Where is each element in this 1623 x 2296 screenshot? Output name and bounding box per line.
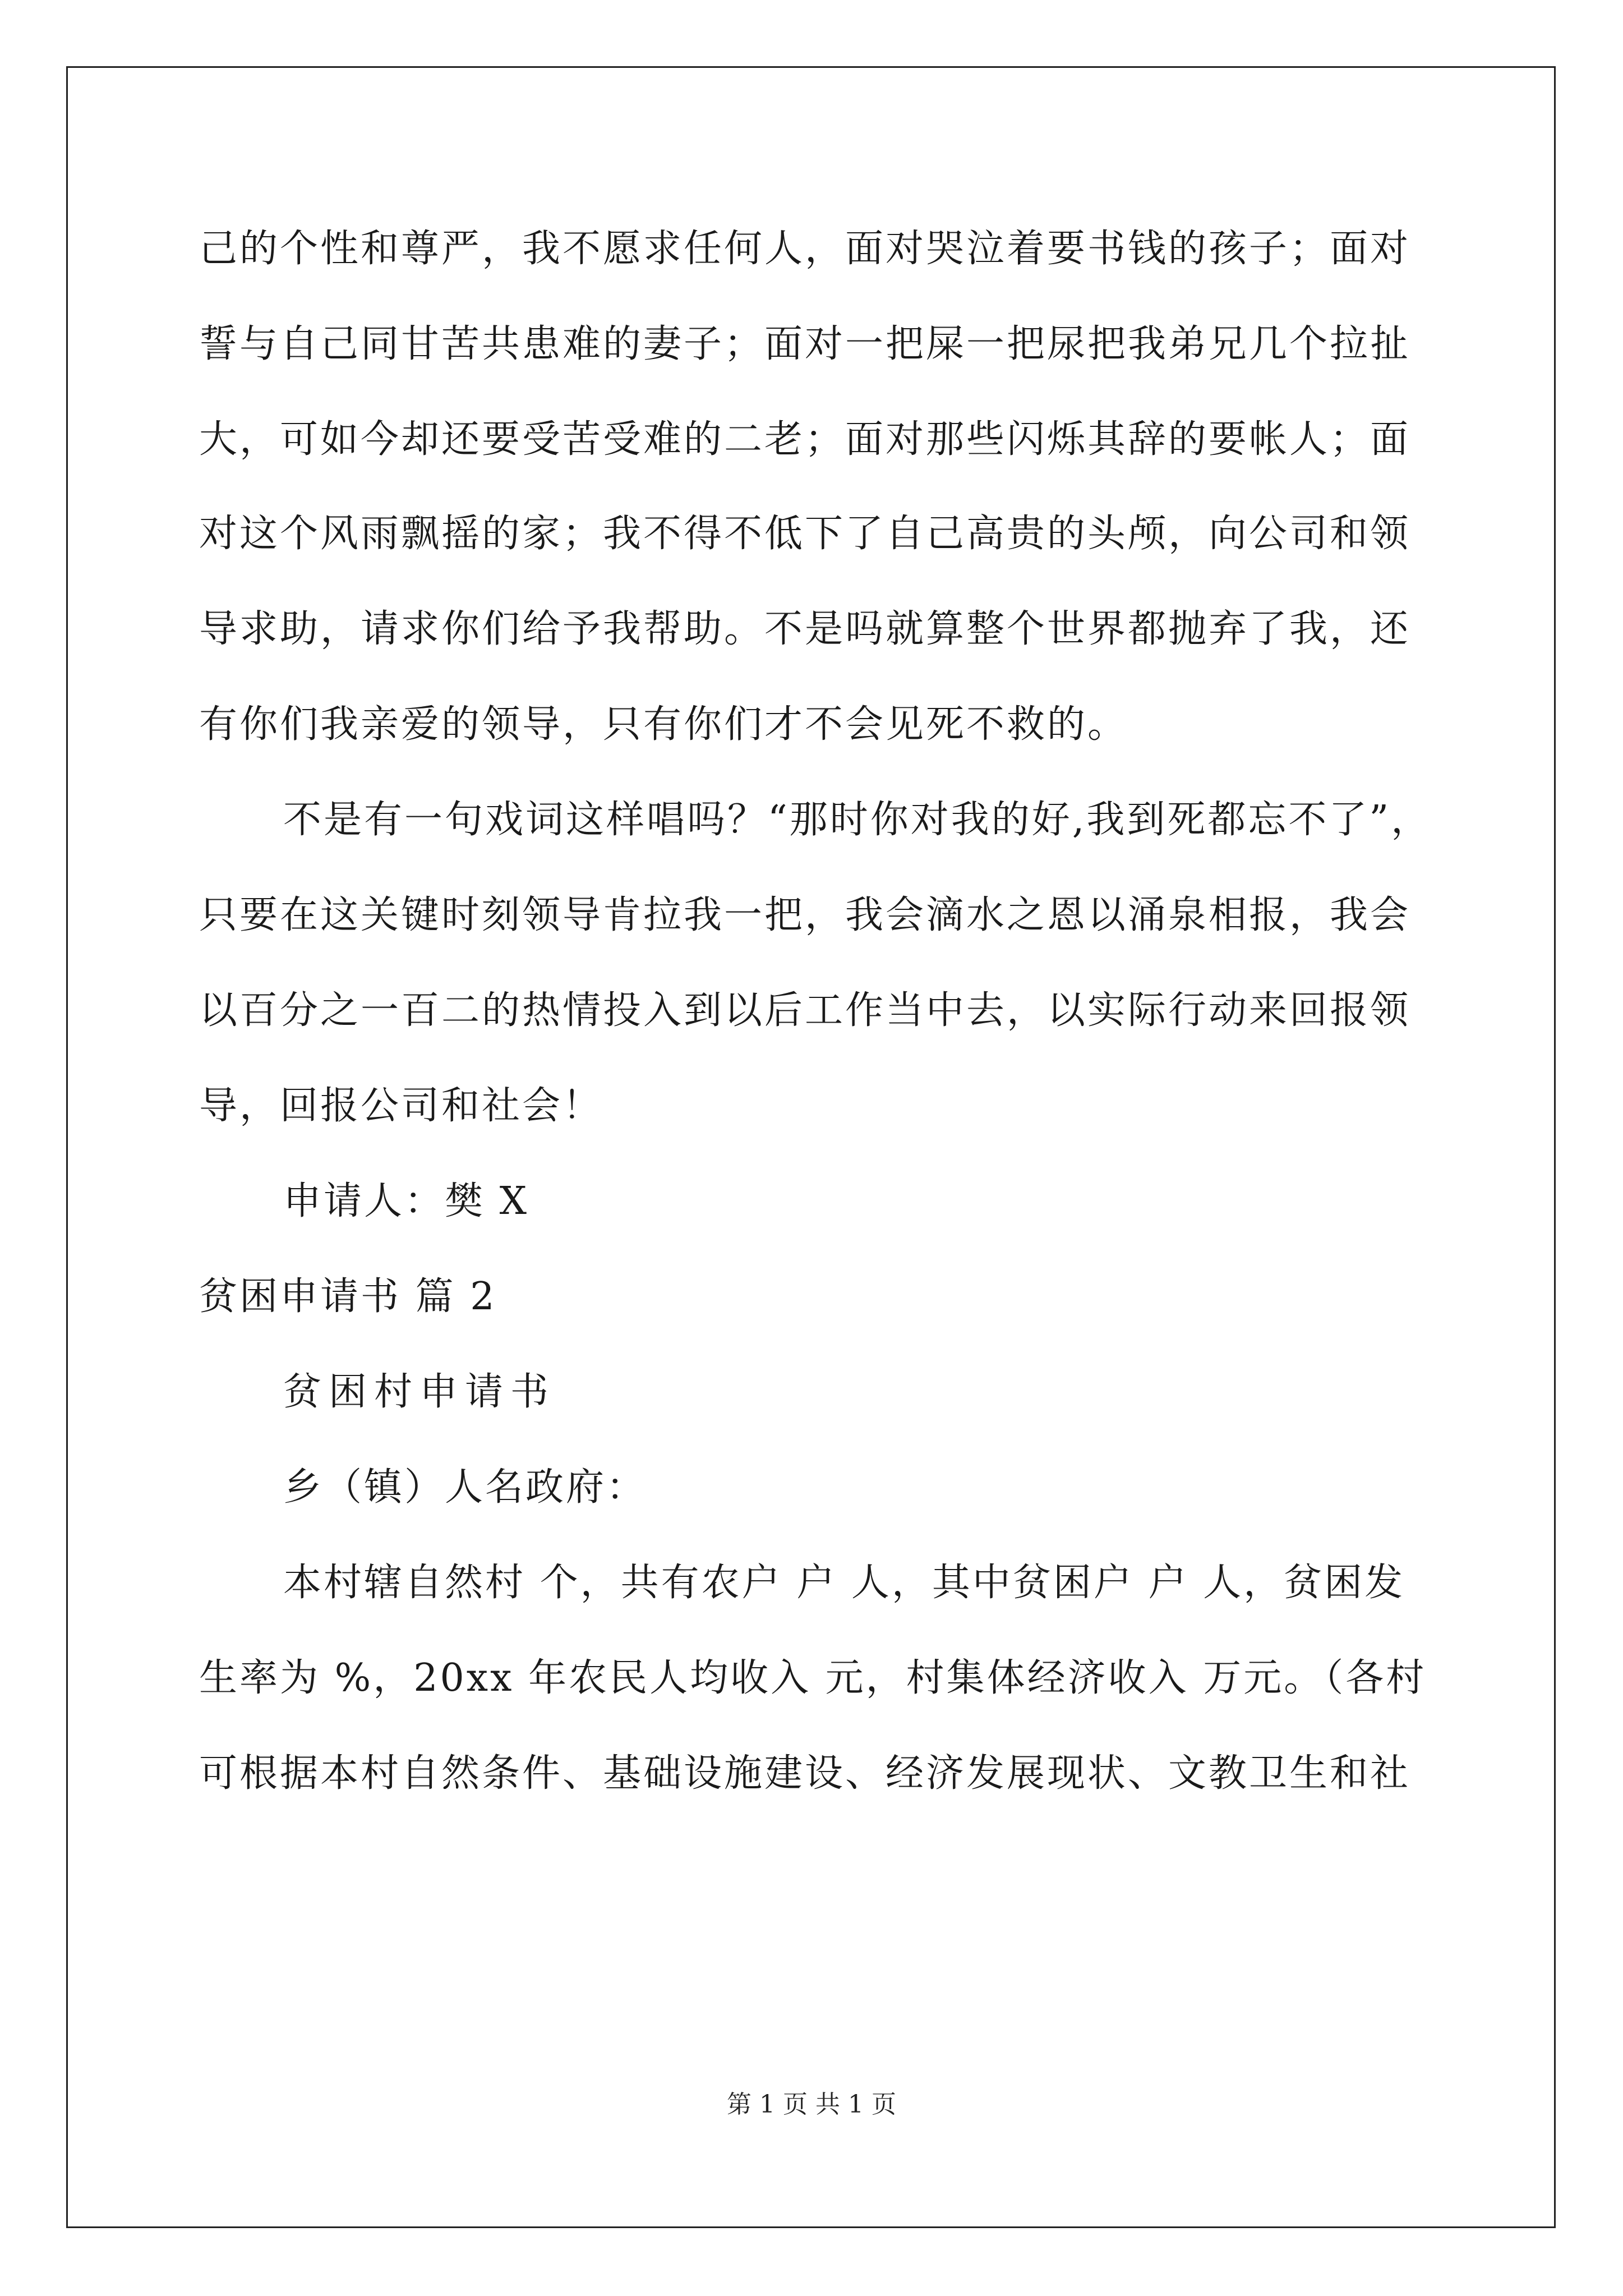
body-line: 生率为 %，20xx 年农民人均收入 元，村集体经济收入 万元。（各村 (199, 1656, 1427, 1700)
section-heading: 贫困申请书 篇 2 (199, 1274, 497, 1319)
body-line: 己的个性和尊严，我不愿求任何人，面对哭泣着要书钱的孩子；面对 (199, 227, 1411, 271)
addressee: 乡（镇）人名政府： (283, 1465, 647, 1510)
body-line: 以百分之一百二的热情投入到以后工作当中去，以实际行动来回报领 (199, 988, 1411, 1033)
body-line: 导，回报公司和社会！ (199, 1084, 603, 1128)
body-line: 大，可如今却还要受苦受难的二老；面对那些闪烁其辞的要帐人；面 (199, 417, 1411, 462)
body-line: 可根据本村自然条件、基础设施建设、经济发展现状、文教卫生和社 (199, 1751, 1411, 1796)
page-border (66, 66, 1556, 2228)
applicant-signature: 申请人：樊 X (283, 1179, 529, 1223)
body-line: 对这个风雨飘摇的家；我不得不低下了自己高贵的头颅，向公司和领 (199, 512, 1411, 556)
body-line: 誓与自己同甘苦共患难的妻子；面对一把屎一把尿把我弟兄几个拉扯 (199, 322, 1411, 366)
document-title: 贫困村申请书 (283, 1370, 556, 1414)
body-line: 导求助，请求你们给予我帮助。不是吗就算整个世界都抛弃了我，还 (199, 607, 1411, 651)
body-line: 只要在这关键时刻领导肯拉我一把，我会滴水之恩以涌泉相报，我会 (199, 893, 1411, 937)
body-line: 本村辖自然村 个，共有农户 户 人，其中贫困户 户 人，贫困发 (283, 1561, 1405, 1605)
page-footer: 第 1 页 共 1 页 (727, 2090, 896, 2119)
body-line: 有你们我亲爱的领导，只有你们才不会见死不救的。 (199, 702, 1128, 747)
body-line: 不是有一句戏词这样唱吗？“那时你对我的好,我到死都忘不了”， (283, 798, 1432, 842)
